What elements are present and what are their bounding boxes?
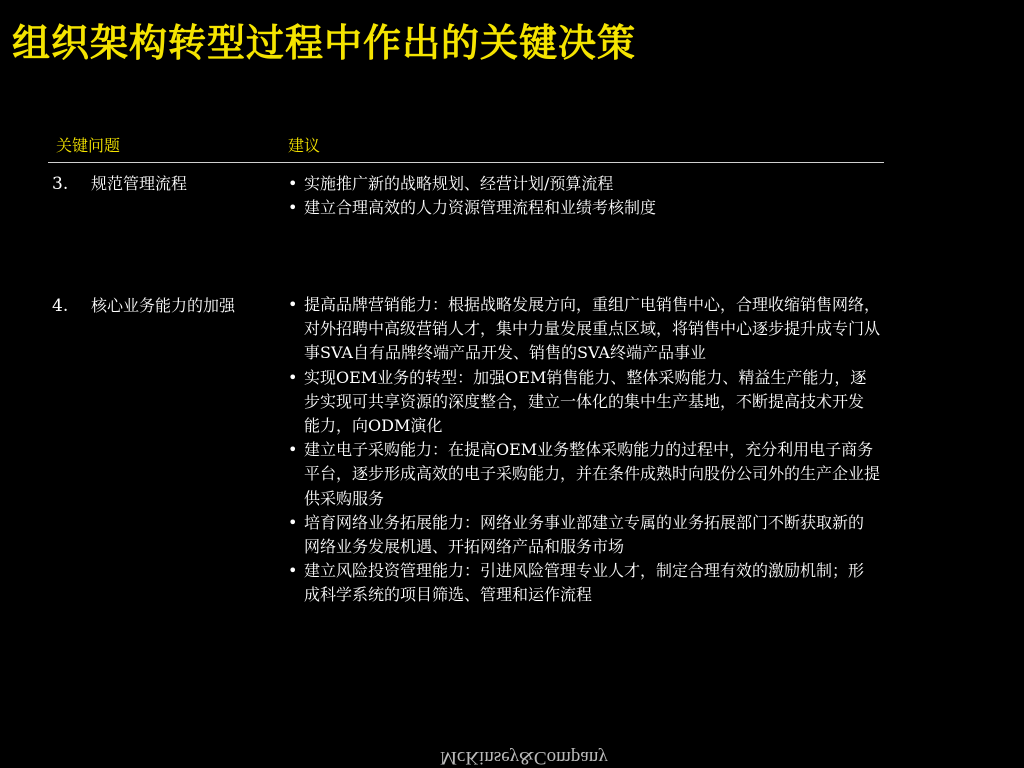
row-number: 3. xyxy=(52,174,69,194)
recommendation-item: • 实现OEM业务的转型：加强OEM销售能力、整体采购能力、精益生产能力，逐步实现可共享资源的深度整合，建立一体化的集中生产基地，不断提高技术开发能力，向ODM演化 xyxy=(288,367,867,436)
issue-label: 规范管理流程 xyxy=(91,174,188,193)
page-title: 组织架构转型过程中作出的关键决策 xyxy=(12,21,637,65)
bullet-icon: • xyxy=(288,512,298,532)
recommendation-list xyxy=(286,172,756,220)
recommendation-item: • 培育网络业务拓展能力：网络业务事业部建立专属的业务拓展部门不断获取新的网络业务发展机遇、开拓网络产品和服务市场 xyxy=(288,512,865,557)
recommendation-item: • 实施推广新的战略规划、经营计划/预算流程 xyxy=(286,172,756,196)
bullet-icon: • xyxy=(288,295,298,314)
header-divider xyxy=(48,162,884,163)
column-header-issue: 关键问题 xyxy=(56,136,121,155)
company-logo: McKinsey&Company xyxy=(440,747,608,768)
bullet-icon: • xyxy=(288,367,298,387)
row-number: 4. xyxy=(52,296,69,316)
recommendation-item: • 建立合理高效的人力资源管理流程和业绩考核制度 xyxy=(286,196,756,220)
recommendation-item: • 建立风险投资管理能力：引进风险管理专业人才，制定合理有效的激励机制；形成科学系统的项目筛选、管理和运作流程 xyxy=(288,561,865,605)
issue-label: 核心业务能力的加强 xyxy=(91,296,236,315)
bullet-icon: • xyxy=(288,561,298,581)
recommendation-item: • 建立电子采购能力：在提高OEM业务整体采购能力的过程中，充分利用电子商务平台，逐步形成高效的电子采购能力，并在条件成熟时向股份公司外的生产企业提供采购服务 xyxy=(288,440,881,508)
bullet-icon: • xyxy=(288,440,298,460)
column-header-recommendation: 建议 xyxy=(288,136,321,155)
bullet-icon: • xyxy=(288,174,298,193)
bullet-icon: • xyxy=(288,198,298,218)
recommendation-item: • 提高品牌营销能力：根据战略发展方向，重组广电销售中心，合理收缩销售网络，对外招聘中高级营销人才，集中力量发展重点区域，将销售中心逐步提升成专门从事SVA自有品牌终端产品开发、销售的SVA终端产品事业 xyxy=(288,295,881,363)
recommendation-list xyxy=(286,293,886,608)
